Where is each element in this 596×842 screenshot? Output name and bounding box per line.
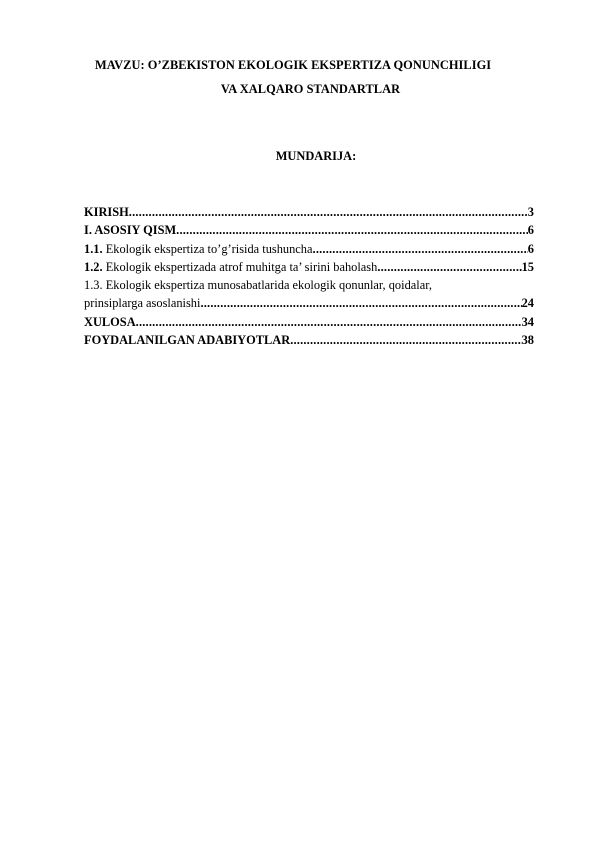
toc-entry-label: Ekologik ekspertiza to’g’risida tushuncha <box>105 241 313 256</box>
toc-dot-leader <box>290 331 521 349</box>
toc-entry-label: Ekologik ekspertizada atrof muhitga ta’ sirini baholash <box>105 259 378 274</box>
toc-entry-label: prinsiplarga asoslanishi <box>84 296 201 311</box>
toc-page-number: 6 <box>527 223 534 238</box>
toc-page-number: 15 <box>521 259 534 274</box>
toc-entry-label: KIRISH <box>84 205 129 219</box>
toc-entry-text <box>84 258 377 276</box>
toc-dot-leader <box>200 294 521 312</box>
toc-entry-number: 1.2. <box>84 259 103 274</box>
toc-entry-label: XULOSA <box>84 314 136 329</box>
toc-entry-1-3-continued[interactable] <box>84 294 534 312</box>
document-title-line-2: VA XALQARO STANDARTLAR <box>220 82 401 96</box>
toc-page-number: 3 <box>527 205 534 219</box>
toc-entry-kirish[interactable] <box>84 203 534 221</box>
toc-dot-leader <box>313 240 528 258</box>
toc-entry-1-1[interactable] <box>84 240 534 258</box>
toc-page-number: 6 <box>527 241 534 256</box>
toc-dot-leader <box>377 258 521 276</box>
toc-entry-1-3[interactable] <box>84 276 534 294</box>
toc-entry-number: 1.1. <box>84 241 103 256</box>
toc-entry-1-2[interactable] <box>84 258 534 276</box>
toc-entry-label: Ekologik ekspertiza munosabatlarida ekologik qonunlar, qoidalar, <box>105 278 432 293</box>
toc-page-number: 38 <box>521 333 534 348</box>
toc-entry-label: I. ASOSIY QISM <box>84 223 177 238</box>
toc-entry-asosiy-qism[interactable] <box>84 221 534 239</box>
table-of-contents <box>84 203 534 349</box>
toc-entry-xulosa[interactable] <box>84 313 534 331</box>
toc-dot-leader <box>136 313 522 331</box>
toc-entry-text <box>84 240 313 258</box>
toc-entry-foydalanilgan-adabiyotlar[interactable] <box>84 331 534 349</box>
toc-dot-leader <box>129 203 528 221</box>
contents-heading: MUNDARIJA: <box>275 149 357 163</box>
toc-entry-number: 1.3. <box>84 278 103 293</box>
toc-dot-leader <box>176 221 528 239</box>
document-title-line-1: MAVZU: O’ZBEKISTON EKOLOGIK EKSPERTIZA QONUNCHILIGI <box>95 58 492 72</box>
toc-page-number: 24 <box>521 296 534 311</box>
toc-entry-label: FOYDALANILGAN ADABIYOTLAR <box>84 333 291 348</box>
toc-page-number: 34 <box>521 314 534 329</box>
